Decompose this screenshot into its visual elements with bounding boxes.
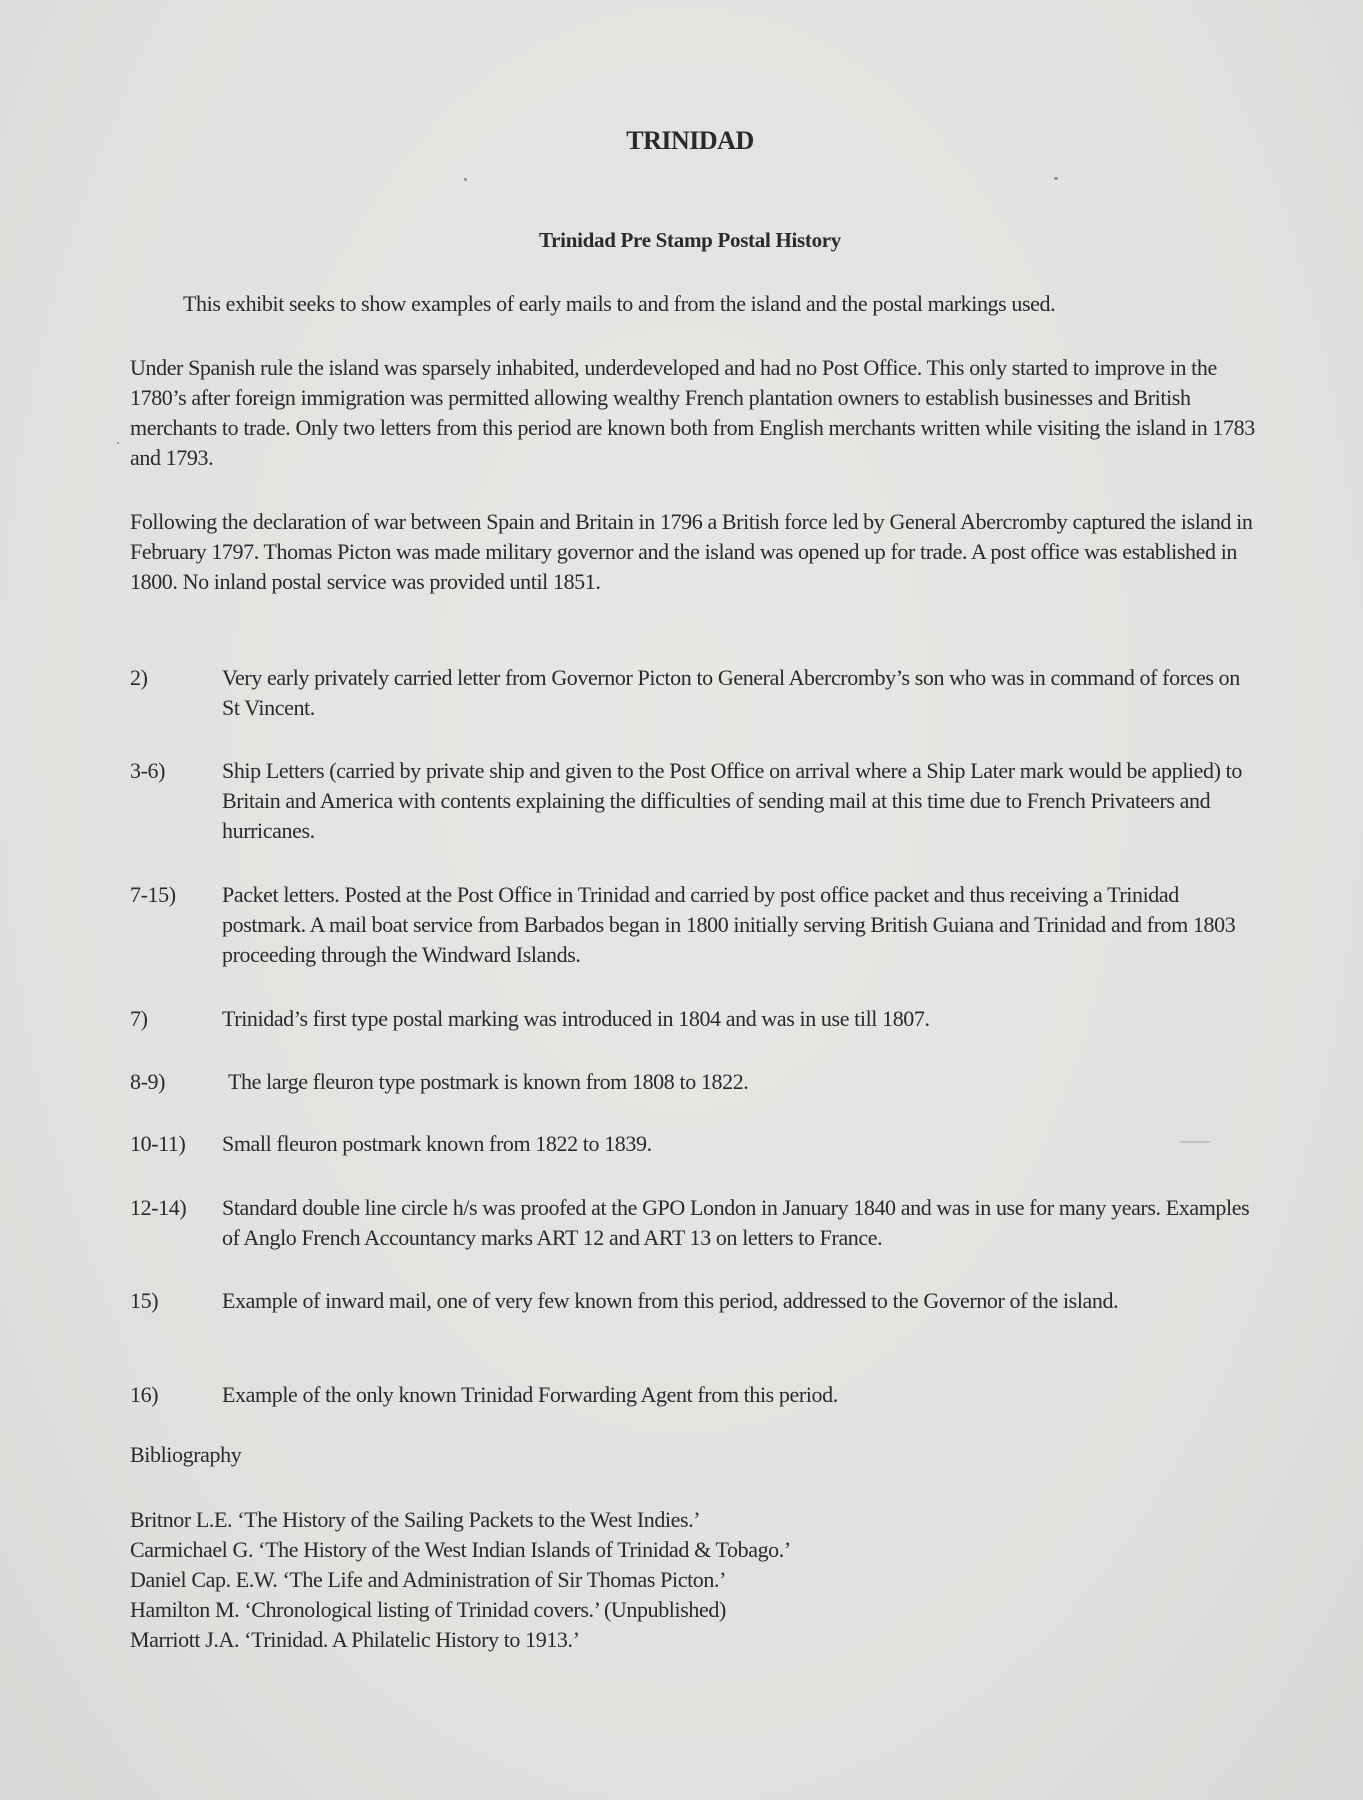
bibliography-entry: Marriott J.A. ‘Trinidad. A Philatelic History to 1913.’ [130,1627,580,1652]
page-title: TRINIDAD [626,126,754,155]
item-text: Example of the only known Trinidad Forwarding Agent from this period. [222,1382,838,1407]
bibliography-entry: Carmichael G. ‘The History of the West Indian Islands of Trinidad & Tobago.’ [130,1537,791,1562]
intro-text: This exhibit seeks to show examples of early mails to and from the island and the postal markings used. [183,291,1056,316]
bibliography-entry: Hamilton M. ‘Chronological listing of Trinidad covers.’ (Unpublished) [130,1597,726,1622]
paper-speck [1180,1141,1210,1143]
item-number: 8-9) [130,1069,166,1094]
item-text: Very early privately carried letter from Governor Picton to General Abercromby’s son who was in command of forces on St Vincent. [222,665,1240,720]
item-number: 2) [130,665,148,690]
item-text: Standard double line circle h/s was proofed at the GPO London in January 1840 and was in use for many years. Examples of Anglo French Accountancy marks ART 12 and ART 13 on letters to France. [222,1195,1250,1250]
item-text: The large fleuron type postmark is known from 1808 to 1822. [228,1069,749,1094]
bibliography-entry: Daniel Cap. E.W. ‘The Life and Administration of Sir Thomas Picton.’ [130,1567,727,1592]
item-number: 16) [130,1382,159,1407]
item-text: Trinidad’s first type postal marking was introduced in 1804 and was in use till 1807. [222,1006,930,1031]
paper-speck [117,442,119,444]
bibliography-entry: Britnor L.E. ‘The History of the Sailing Packets to the West Indies.’ [130,1507,701,1532]
item-text: Small fleuron postmark known from 1822 to 1839. [222,1131,652,1156]
item-text: Example of inward mail, one of very few known from this period, addressed to the Governor of the island. [222,1288,1119,1313]
page-subtitle: Trinidad Pre Stamp Postal History [539,228,841,252]
paragraph-british-rule: Following the declaration of war between Spain and Britain in 1796 a British force led by General Abercromby captured the island in February 1797. Thomas Picton was made military governor and the island was opened up for trade. A post office was established in 1800. No inland postal service was provided until 1851. [130,509,1253,594]
item-text: Ship Letters (carried by private ship and given to the Post Office on arrival where a Ship Later mark would be applied) to Britain and America with contents explaining the difficulties of sending mail at this time due to French Privateers and hurricanes. [222,758,1242,843]
bibliography-list [130,1505,791,1655]
item-number: 7) [130,1006,148,1031]
item-number: 3-6) [130,758,166,783]
item-number: 15) [130,1288,159,1313]
paper-speck [1054,177,1058,180]
item-number: 10-11) [130,1131,186,1156]
bibliography-heading: Bibliography [130,1442,242,1467]
item-number: 7-15) [130,882,176,907]
paragraph-spanish-rule: Under Spanish rule the island was sparsely inhabited, underdeveloped and had no Post Office. This only started to improve in the 1780’s after foreign immigration was permitted allowing wealthy French plantation owners to establish businesses and British merchants to trade. Only two letters from this period are known both from English merchants written while visiting the island in 1783 and 1793. [130,355,1255,470]
item-number: 12-14) [130,1195,187,1220]
paper-speck [464,178,467,181]
item-text: Packet letters. Posted at the Post Office in Trinidad and carried by post office packet and thus receiving a Trinidad postmark. A mail boat service from Barbados began in 1800 initially serving British Guiana and Trinidad and from 1803 proceeding through the Windward Islands. [222,882,1236,967]
